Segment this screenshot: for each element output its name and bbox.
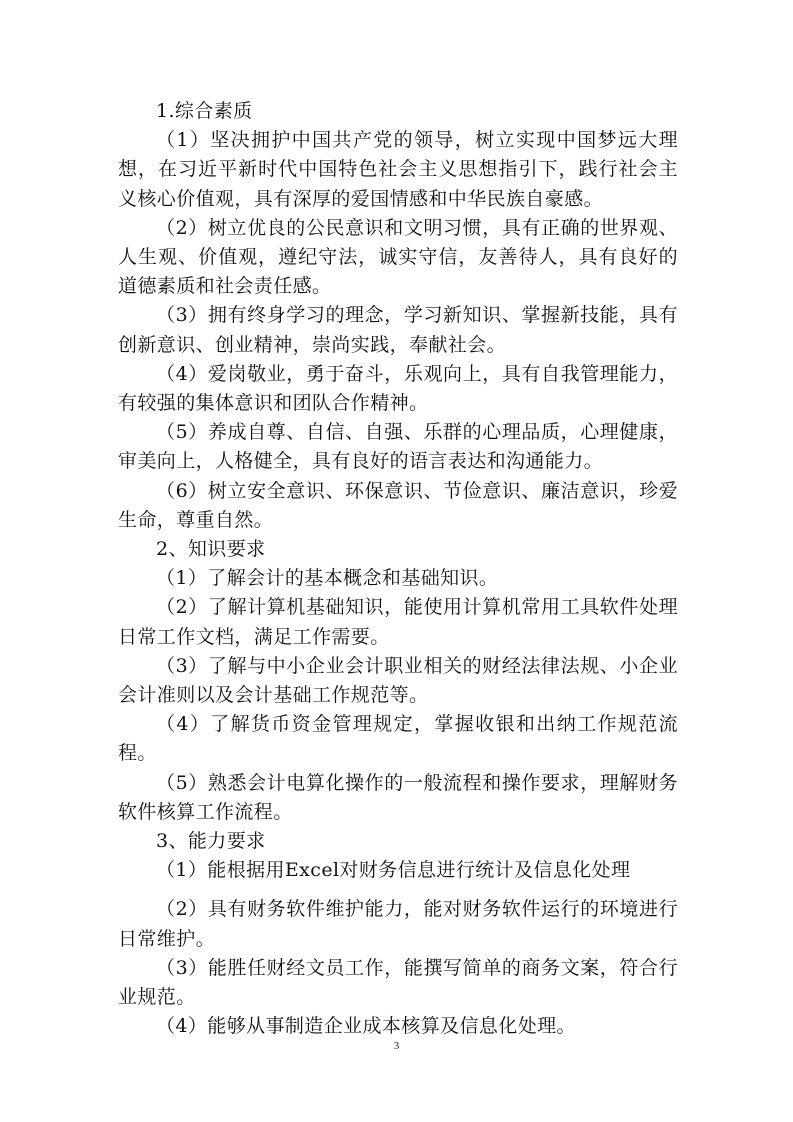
section-heading-ability: 3、能力要求 [156,830,266,853]
paragraph: （5）养成自尊、自信、自强、乐群的心理品质，心理健康，审美向上，人格健全，具有良好的语言表达和沟通能力。 [118,421,678,473]
paragraph: （4）了解货币资金管理规定，掌握收银和出纳工作规范流程。 [118,713,678,765]
section-heading-comprehensive-quality: 1.综合素质 [156,100,253,122]
paragraph: （2）了解计算机基础知识，能使用计算机常用工具软件处理日常工作文档，满足工作需要。 [118,596,678,648]
paragraph: （2）具有财务软件维护能力，能对财务软件运行的环境进行日常维护。 [118,898,678,950]
page-number: 3 [393,1040,400,1052]
paragraph: （3）拥有终身学习的理念，学习新知识、掌握新技能，具有创新意识、创业精神，崇尚实践，奉献社会。 [118,304,678,356]
paragraph: （6）树立安全意识、环保意识、节俭意识、廉洁意识，珍爱生命，尊重自然。 [118,479,678,531]
document-body [118,97,678,1042]
paragraph: （1）坚决拥护中国共产党的领导，树立实现中国梦远大理想，在习近平新时代中国特色社会主义思想指引下，践行社会主义核心价值观，具有深厚的爱国情感和中华民族自豪感。 [118,129,678,210]
paragraph: （1）了解会计的基本概念和基础知识。 [156,567,499,590]
paragraph: （4）爱岗敬业，勇于奋斗，乐观向上，具有自我管理能力，有较强的集体意识和团队合作精神。 [118,362,678,415]
paragraph: （3）了解与中小企业会计职业相关的财经法律法规、小企业会计准则以及会计基础工作规范等。 [118,654,678,707]
section-heading-knowledge: 2、知识要求 [156,538,266,561]
paragraph: （4）能够从事制造企业成本核算及信息化处理。 [156,1015,576,1038]
paragraph: （2）树立优良的公民意识和文明习惯，具有正确的世界观、人生观、价值观，遵纪守法，诚实守信，友善待人，具有良好的道德素质和社会责任感。 [118,216,678,298]
paragraph: （5）熟悉会计电算化操作的一般流程和操作要求，理解财务软件核算工作流程。 [118,771,678,823]
paragraph: （3）能胜任财经文员工作，能撰写简单的商务文案，符合行业规范。 [118,956,678,1009]
paragraph: （1）能根据用Excel对财务信息进行统计及信息化处理 [156,859,631,882]
